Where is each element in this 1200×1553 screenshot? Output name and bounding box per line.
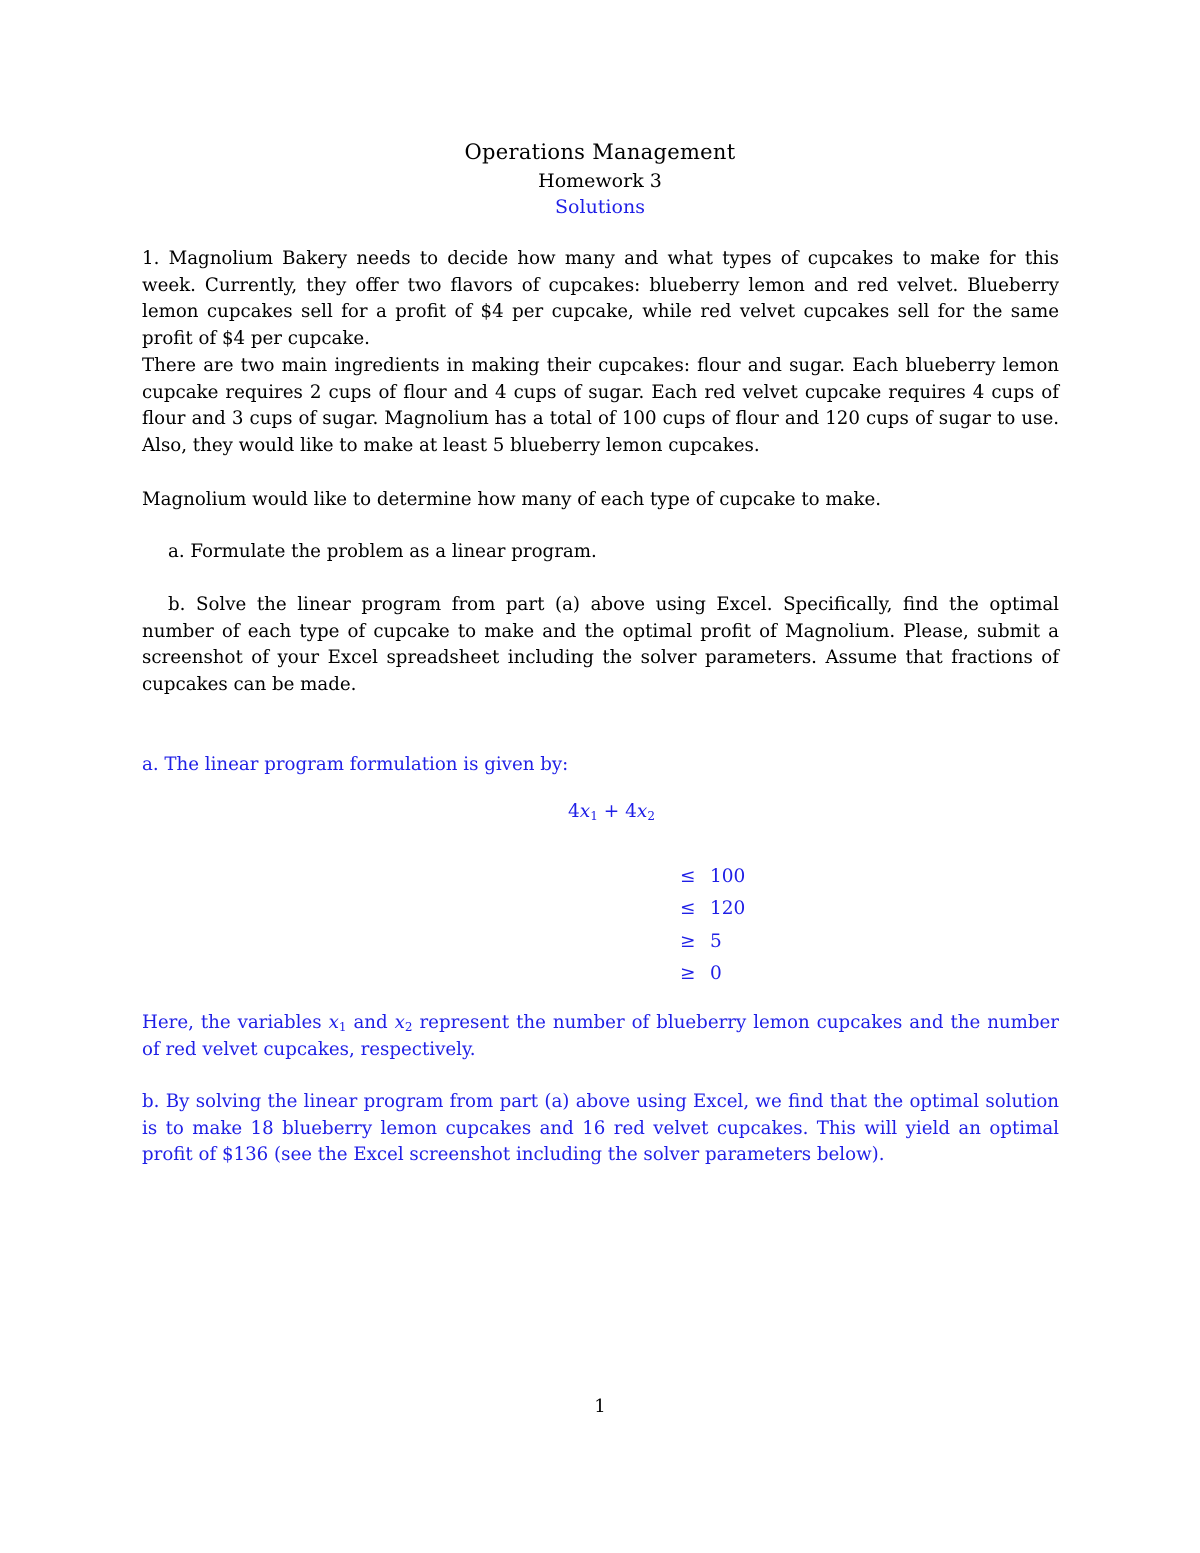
document-subtitle: Homework 3 (538, 170, 662, 192)
problem-intro: 1. Magnolium Bakery needs to decide how many and what types of cupcakes to make for this week. Currently, they offer two flavors of cupcakes: blueberry lemon and red velvet. Blueberry lemon cupcakes sell for a profit of $4 per cupcake, while red velvet cupcakes sell for the same profit of $4 per cupcake. (142, 248, 1059, 350)
constraint-rhs: 120 (710, 898, 746, 919)
problem-goal: Magnolium would like to determine how many of each type of cupcake to make. (142, 489, 882, 510)
constraint-relation: ≤ (680, 866, 696, 887)
page-number: 1 (594, 1396, 606, 1417)
constraint-relation: ≥ (680, 931, 696, 952)
constraint-relation: ≤ (680, 898, 696, 919)
solution-b-text: b. By solving the linear program from part (a) above using Excel, we find that the optimal solution is to make 18 blueberry lemon cupcakes and 16 red velvet cupcakes. This will yield an optimal profit of $136 (see the Excel screenshot including the solver parameters below). (142, 1091, 1059, 1166)
problem-ingredients: There are two main ingredients in making their cupcakes: flour and sugar. Each blueberry lemon cupcake requires 2 cups of flour and 4 cups of sugar. Each red velvet cupcake requires 4 cups of flour and 3 cups of sugar. Magnolium has a total of 100 cups of flour and 120 cups of sugar to use. Also, they would like to make at least 5 blueberry lemon cupcakes. (142, 355, 1059, 457)
problem-part-a: a. Formulate the problem as a linear program. (168, 541, 597, 562)
constraint-rhs: 5 (710, 931, 722, 952)
constraint-rhs: 0 (710, 963, 722, 984)
solutions-label: Solutions (555, 196, 645, 218)
lp-objective: $4x_1 + 4x_2$ (568, 801, 655, 823)
constraint-rhs: 100 (710, 866, 746, 887)
problem-part-b: b. Solve the linear program from part (a) above using Excel. Specifically, find the optimal number of each type of cupcake to make and the optimal profit of Magnolium. Please, submit a screenshot of your Excel spreadsheet including the solver parameters. Assume that fractions of cupcakes can be made. (142, 594, 1059, 696)
document-title: Operations Management (464, 140, 736, 164)
solution-variables-note: Here, the variables $x_1$ and $x_2$ represent the number of blueberry lemon cupcakes and the number of red velvet cupcakes, respectively. (142, 1012, 1059, 1060)
solution-a-intro: a. The linear program formulation is given by: (142, 754, 569, 775)
constraint-relation: ≥ (680, 963, 696, 984)
